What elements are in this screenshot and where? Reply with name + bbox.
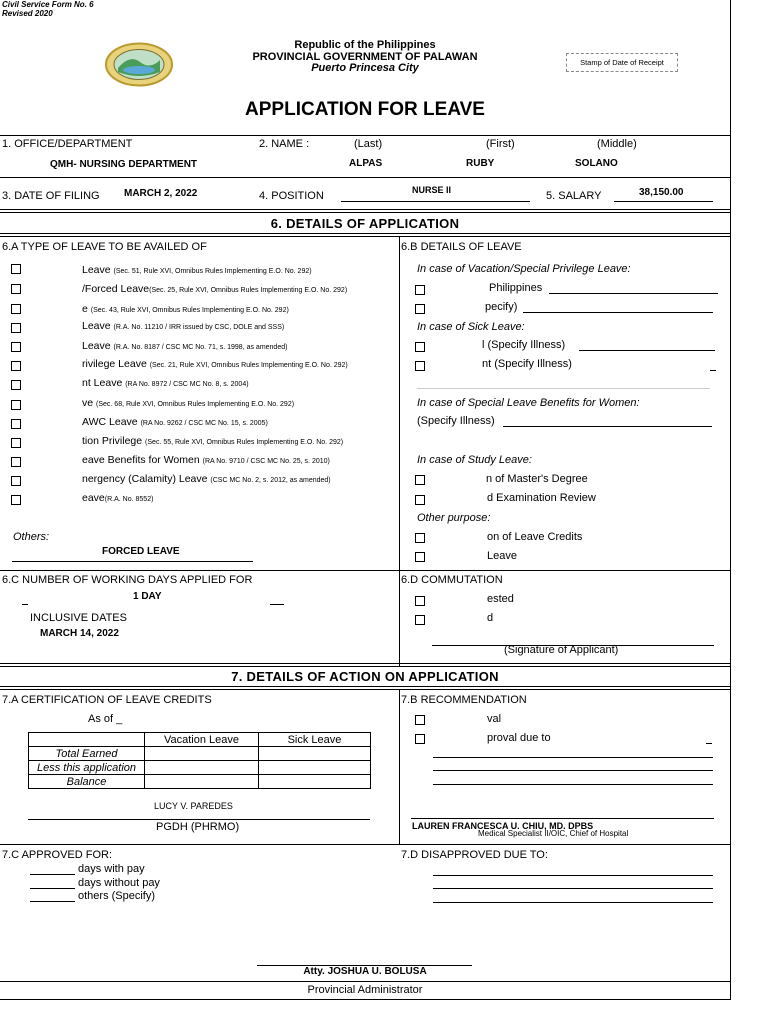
middle-name-value: SOLANO <box>575 158 618 169</box>
leave-type-checkbox[interactable] <box>11 438 21 448</box>
days-value: 1 DAY <box>133 591 162 602</box>
leave-type-ref: (RA No. 9710 / CSC MC No. 25, s. 2010) <box>202 458 330 465</box>
sick-option-1-line[interactable] <box>579 350 715 351</box>
days-line-left <box>22 604 28 605</box>
table-header-vacation: Vacation Leave <box>145 733 259 747</box>
salary-value: 38,150.00 <box>639 187 684 198</box>
leave-type-checkbox[interactable] <box>11 400 21 410</box>
certifier-title: PGDH (PHRMO) <box>156 821 240 833</box>
leave-type-item <box>82 454 330 466</box>
section-7-vertical-divider <box>399 689 400 844</box>
sick-heading: In case of Sick Leave: <box>417 321 525 333</box>
vacation-heading: In case of Vacation/Special Privilege Leave: <box>417 263 631 275</box>
divider-7 <box>0 686 730 687</box>
leave-type-item <box>82 264 312 276</box>
stamp-of-date-box: Stamp of Date of Receipt <box>566 53 678 72</box>
form-revision: Revised 2020 <box>2 9 53 18</box>
table-corner-cell <box>29 733 145 747</box>
study-option-2: d Examination Review <box>487 492 596 504</box>
study-option-1: n of Master's Degree <box>486 473 588 485</box>
leave-type-item <box>82 492 153 504</box>
leave-type-label: nt Leave <box>82 377 123 389</box>
vacation-option-checkbox[interactable] <box>415 304 425 314</box>
table-row-label: Balance <box>29 775 145 789</box>
filing-label: 3. DATE OF FILING <box>2 190 100 202</box>
section-7b-title: 7.B RECOMMENDATION <box>401 694 527 706</box>
divider-6b <box>0 666 730 667</box>
frame-right <box>730 0 731 1000</box>
sick-extra-line <box>417 388 710 389</box>
vacation-option-1-line[interactable] <box>549 293 718 294</box>
vacation-option-1: Philippines <box>489 282 543 294</box>
approver-name: Atty. JOSHUA U. BOLUSA <box>303 966 427 977</box>
leave-type-checkbox[interactable] <box>11 495 21 505</box>
leave-type-ref: (CSC MC No. 2, s. 2012, as amended) <box>210 477 331 484</box>
leave-type-label: eave Benefits for Women <box>82 454 200 466</box>
leave-type-checkbox[interactable] <box>11 304 21 314</box>
leave-type-ref: (RA No. 9262 / CSC MC No. 15, s. 2005) <box>140 420 268 427</box>
sick-option-1: l (Specify Illness) <box>482 339 566 351</box>
recommender-signature-line[interactable] <box>411 818 714 819</box>
approved-others-line[interactable] <box>30 901 75 902</box>
commutation-checkbox[interactable] <box>415 596 425 606</box>
leave-credits-table <box>28 732 371 789</box>
salary-line <box>614 201 713 202</box>
table-row <box>29 747 371 761</box>
first-name-value: RUBY <box>466 158 495 169</box>
header-government: PROVINCIAL GOVERNMENT OF PALAWAN <box>252 51 478 63</box>
other-purpose-option-2: Leave <box>487 550 517 562</box>
section-6d-title: 6.D COMMUTATION <box>401 574 503 586</box>
vacation-option-2: pecify) <box>485 301 518 313</box>
section-7-title: 7. DETAILS OF ACTION ON APPLICATION <box>231 669 499 684</box>
sick-option-checkbox[interactable] <box>415 361 425 371</box>
divider-10 <box>0 999 730 1000</box>
leave-type-item <box>82 435 343 447</box>
section-6-title: 6. DETAILS OF APPLICATION <box>270 216 460 231</box>
leave-type-ref: (Sec. 55, Rule XVI, Omnibus Rules Implementing E.O. No. 292) <box>145 439 344 446</box>
divider-2 <box>0 177 730 178</box>
commutation-checkbox[interactable] <box>415 615 425 625</box>
disapproval-line[interactable] <box>433 875 713 876</box>
divider-4 <box>0 233 730 234</box>
approved-days-with-pay-line[interactable] <box>30 874 75 875</box>
recommender-title: Medical Specialist II/OIC, Chief of Hospital <box>478 829 629 838</box>
leave-type-checkbox[interactable] <box>11 323 21 333</box>
office-value: QMH- NURSING DEPARTMENT <box>50 159 198 170</box>
women-option: (Specify Illness) <box>417 415 495 427</box>
first-label: (First) <box>486 138 515 150</box>
leave-type-ref: (Sec. 68, Rule XVI, Omnibus Rules Implementing E.O. No. 292) <box>96 401 295 408</box>
table-cell[interactable] <box>259 761 371 775</box>
divider-9 <box>0 981 730 982</box>
position-line <box>341 201 530 202</box>
applicant-signature-label: (Signature of Applicant) <box>504 644 619 656</box>
leave-type-label: Leave <box>82 340 111 352</box>
salary-label: 5. SALARY <box>546 190 602 202</box>
leave-type-ref: (Sec. 43, Rule XVI, Omnibus Rules Implementing E.O. No. 292) <box>90 307 289 314</box>
recommendation-checkbox[interactable] <box>415 734 425 744</box>
leave-type-ref: (Sec. 51, Rule XVI, Omnibus Rules Implementing E.O. No. 292) <box>113 268 312 275</box>
leave-type-checkbox[interactable] <box>11 361 21 371</box>
name-label: 2. NAME : <box>259 138 310 150</box>
recommendation-line[interactable] <box>433 784 713 785</box>
recommendation-option-1: val <box>487 713 502 725</box>
leave-type-label: rivilege Leave <box>82 358 147 370</box>
others-line <box>12 561 253 562</box>
vacation-option-2-line[interactable] <box>523 312 713 313</box>
position-value: NURSE II <box>412 185 452 195</box>
table-row-label: Less this application <box>29 761 145 775</box>
others-value: FORCED LEAVE <box>102 546 180 557</box>
section-7d-title: 7.D DISAPPROVED DUE TO: <box>401 849 548 861</box>
leave-type-item <box>82 320 284 332</box>
section-6a-title: 6.A TYPE OF LEAVE TO BE AVAILED OF <box>2 241 207 253</box>
table-cell[interactable] <box>145 775 259 789</box>
other-purpose-checkbox[interactable] <box>415 552 425 562</box>
section-7a-title: 7.A CERTIFICATION OF LEAVE CREDITS <box>2 694 212 706</box>
leave-type-item <box>82 303 289 315</box>
header-republic: Republic of the Philippines <box>294 39 436 51</box>
divider-4b <box>0 236 730 237</box>
other-purpose-heading: Other purpose: <box>417 512 491 524</box>
approved-days-without-pay: days without pay <box>78 877 160 889</box>
leave-type-checkbox[interactable] <box>11 284 21 294</box>
study-option-checkbox[interactable] <box>415 495 425 505</box>
office-label: 1. OFFICE/DEPARTMENT <box>2 138 133 150</box>
middle-label: (Middle) <box>597 138 637 150</box>
leave-type-label: Leave <box>82 320 111 332</box>
divider-3 <box>0 209 730 210</box>
section-6c-title: 6.C NUMBER OF WORKING DAYS APPLIED FOR <box>2 574 253 586</box>
leave-type-label: AWC Leave <box>82 416 138 428</box>
approver-title: Provincial Administrator <box>307 984 423 996</box>
vacation-option-checkbox[interactable] <box>415 285 425 295</box>
leave-type-checkbox[interactable] <box>11 419 21 429</box>
table-row <box>29 775 371 789</box>
women-heading: In case of Special Leave Benefits for Women: <box>417 397 640 409</box>
sick-option-checkbox[interactable] <box>415 342 425 352</box>
leave-type-checkbox[interactable] <box>11 264 21 274</box>
leave-type-checkbox[interactable] <box>11 457 21 467</box>
certifier-signature-line[interactable] <box>28 819 370 820</box>
leave-type-item <box>82 358 348 370</box>
recommender-name: LAUREN FRANCESCA U. CHIU, MD. DPBS <box>412 821 594 831</box>
recommendation-option-2: proval due to <box>487 732 551 744</box>
form-number: Civil Service Form No. 6 <box>2 0 94 9</box>
section-7c-title: 7.C APPROVED FOR: <box>2 849 113 861</box>
last-name-value: ALPAS <box>349 158 383 169</box>
last-label: (Last) <box>354 138 383 150</box>
inclusive-dates-value: MARCH 14, 2022 <box>40 628 119 639</box>
leave-type-item <box>82 340 287 352</box>
commutation-option-1: ested <box>487 593 514 605</box>
leave-type-checkbox[interactable] <box>11 380 21 390</box>
leave-type-ref: (RA No. 8972 / CSC MC No. 8, s. 2004) <box>125 381 249 388</box>
table-header-row <box>29 733 371 747</box>
study-heading: In case of Study Leave: <box>417 454 532 466</box>
leave-type-ref: (Sec. 21, Rule XVI, Omnibus Rules Implementing E.O. No. 292) <box>149 362 348 369</box>
sick-option-2-line[interactable] <box>710 370 716 371</box>
commutation-option-2: d <box>487 612 494 624</box>
sick-option-2: nt (Specify Illness) <box>482 358 572 370</box>
table-row-label: Total Earned <box>29 747 145 761</box>
form-title: APPLICATION FOR LEAVE <box>245 99 485 120</box>
divider-8 <box>0 844 730 845</box>
days-line-right <box>270 604 284 605</box>
position-label: 4. POSITION <box>259 190 324 202</box>
leave-type-item <box>82 473 331 485</box>
approved-others: others (Specify) <box>78 890 156 902</box>
approved-days-with-pay: days with pay <box>78 863 145 875</box>
leave-type-ref: (Sec. 25, Rule XVI, Omnibus Rules Implementing E.O. No. 292) <box>149 287 348 294</box>
leave-type-label: ve <box>82 397 94 409</box>
section-6-vertical-divider <box>399 236 400 666</box>
disapproval-line[interactable] <box>433 888 713 889</box>
section-6b-title: 6.B DETAILS OF LEAVE <box>401 241 522 253</box>
table-cell[interactable] <box>145 747 259 761</box>
leave-type-label: tion Privilege <box>82 435 143 447</box>
recommendation-line[interactable] <box>706 743 712 744</box>
table-cell[interactable] <box>259 775 371 789</box>
table-header-sick: Sick Leave <box>259 733 371 747</box>
study-option-checkbox[interactable] <box>415 475 425 485</box>
divider-5 <box>0 570 730 571</box>
divider-6 <box>0 663 730 664</box>
recommendation-line[interactable] <box>433 770 713 771</box>
as-of-label: As of _ <box>88 713 123 725</box>
divider-3b <box>0 212 730 213</box>
disapproval-line[interactable] <box>433 902 713 903</box>
approved-days-without-pay-line[interactable] <box>30 888 75 889</box>
other-purpose-option-1: on of Leave Credits <box>487 531 583 543</box>
leave-type-item <box>82 377 249 389</box>
leave-type-ref: (R.A. No. 8187 / CSC MC No. 71, s. 1998, as amended) <box>113 344 288 351</box>
leave-type-ref: (R.A. No. 8552) <box>104 496 154 503</box>
leave-type-checkbox[interactable] <box>11 476 21 486</box>
others-label: Others: <box>13 531 50 543</box>
certifier-name: LUCY V. PAREDES <box>154 801 233 811</box>
header-city: Puerto Princesa City <box>311 62 419 74</box>
table-row <box>29 761 371 775</box>
table-cell[interactable] <box>259 747 371 761</box>
filing-value: MARCH 2, 2022 <box>124 188 198 199</box>
leave-type-label: eave <box>82 492 105 504</box>
leave-type-label: /Forced Leave <box>82 283 150 295</box>
divider-1 <box>0 135 730 136</box>
leave-type-label: e <box>82 303 88 315</box>
leave-type-ref: (R.A. No. 11210 / IRR issued by CSC, DOLE and SSS) <box>113 324 285 331</box>
leave-type-item <box>82 416 268 428</box>
table-cell[interactable] <box>145 761 259 775</box>
other-purpose-checkbox[interactable] <box>415 533 425 543</box>
leave-type-item <box>82 283 347 295</box>
recommendation-checkbox[interactable] <box>415 715 425 725</box>
leave-type-checkbox[interactable] <box>11 342 21 352</box>
inclusive-dates-label: INCLUSIVE DATES <box>30 612 127 624</box>
divider-7b <box>0 689 730 690</box>
leave-type-label: nergency (Calamity) Leave <box>82 473 208 485</box>
recommendation-line[interactable] <box>433 757 713 758</box>
women-option-line[interactable] <box>503 426 712 427</box>
leave-type-label: Leave <box>82 264 111 276</box>
leave-type-item <box>82 397 294 409</box>
